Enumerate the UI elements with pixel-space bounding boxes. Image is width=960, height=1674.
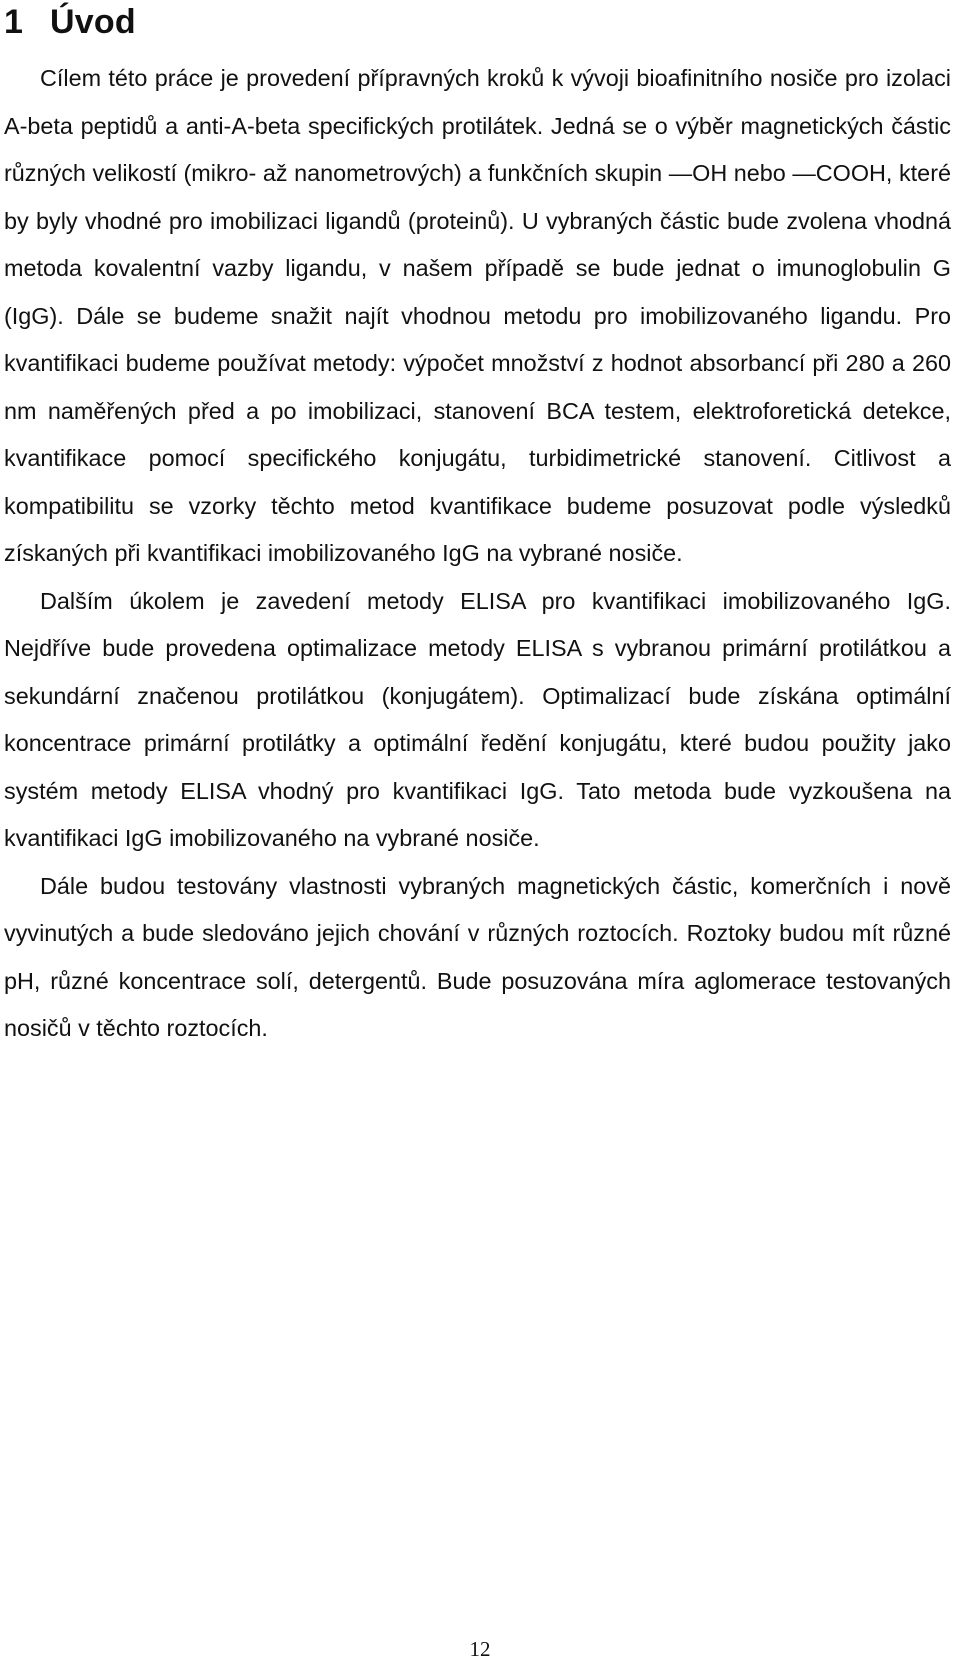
chapter-heading <box>4 2 136 42</box>
chapter-title: Úvod <box>50 3 136 41</box>
body-text <box>4 55 951 1053</box>
chapter-number: 1 <box>4 3 24 41</box>
paragraph-aims: Cílem této práce je provedení přípravných kroků k vývoji bioafinitního nosiče pro izolaci A-beta peptidů a anti-A-beta specifických protilátek. Jedná se o výběr magnetických částic různých velikostí (mikro- až nanometrových) a funkčních skupin —OH nebo —COOH, které by byly vhodné pro imobilizaci ligandů (proteinů). U vybraných částic bude zvolena vhodná metoda kovalentní vazby ligandu, v našem případě se bude jednat o imunoglobulin G (IgG). Dále se budeme snažit najít vhodnou metodu pro imobilizovaného ligandu. Pro kvantifikaci budeme používat metody: výpočet množství z hodnot absorbancí při 280 a 260 nm naměřených před a po imobilizaci, stanovení BCA testem, elektroforetická detekce, kvantifikace pomocí specifického konjugátu, turbidimetrické stanovení. Citlivost a kompatibilitu se vzorky těchto metod kvantifikace budeme posuzovat podle výsledků získaných při kvantifikaci imobilizovaného IgG na vybrané nosiče. <box>4 65 951 566</box>
page-number: 12 <box>469 1637 491 1661</box>
paragraph-elisa: Dalším úkolem je zavedení metody ELISA pro kvantifikaci imobilizovaného IgG. Nejdříve bude provedena optimalizace metody ELISA s vybranou primární protilátkou a sekundární značenou protilátkou (konjugátem). Optimalizací bude získána optimální koncentrace primární protilátky a optimální ředění konjugátu, které budou použity jako systém metody ELISA vhodný pro kvantifikaci IgG. Tato metoda bude vyzkoušena na kvantifikaci IgG imobilizovaného na vybrané nosiče. <box>4 587 951 851</box>
paragraph-particle-testing: Dále budou testovány vlastnosti vybraných magnetických částic, komerčních i nově vyvinutých a bude sledováno jejich chování v různých roztocích. Roztoky budou mít různé pH, různé koncentrace solí, detergentů. Bude posuzována míra aglomerace testovaných nosičů v těchto roztocích. <box>4 872 951 1041</box>
